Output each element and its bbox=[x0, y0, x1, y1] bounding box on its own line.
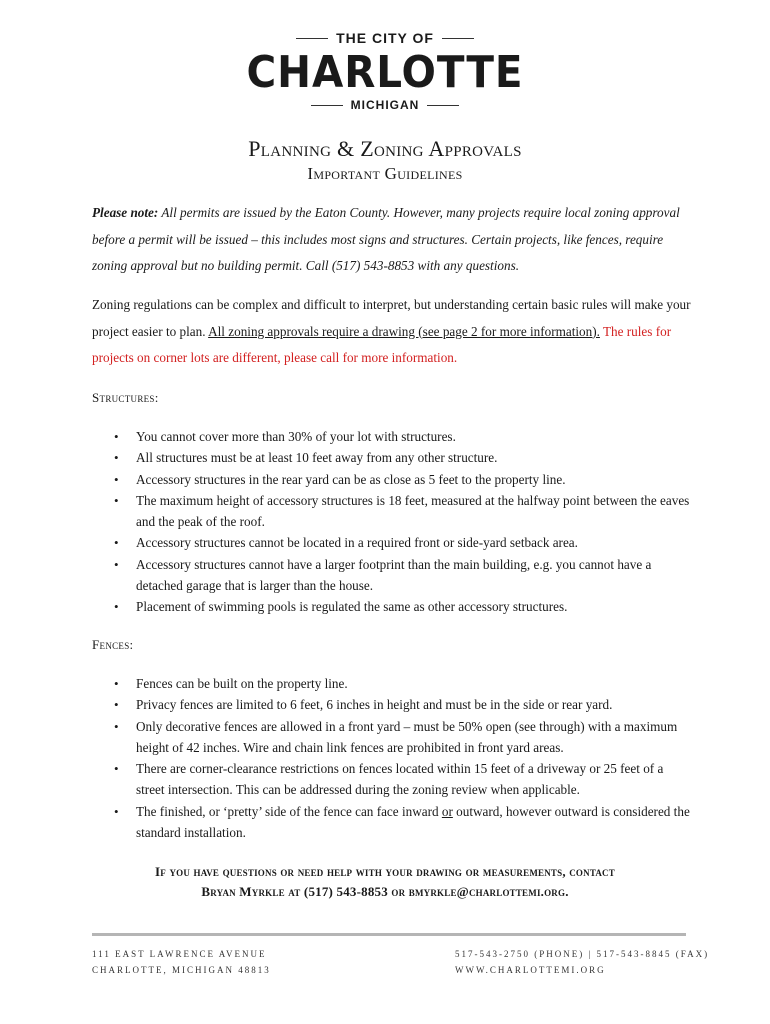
footer-address bbox=[92, 946, 271, 978]
intro-paragraph bbox=[92, 292, 692, 372]
footer-phone-fax: 517-543-2750 (PHONE) | 517-543-8845 (FAX) bbox=[455, 949, 710, 959]
structures-heading: Structures: bbox=[92, 390, 159, 405]
list-item: • The maximum height of accessory structures is 18 feet, measured at the halfway point between the eaves and the peak of the roof. bbox=[92, 490, 692, 533]
list-item: • All structures must be at least 10 feet away from any other structure. bbox=[92, 447, 692, 468]
list-item: • There are corner-clearance restrictions on fences located within 15 feet of a driveway or 25 feet of a street intersection. This can be addressed during the zoning review when applicable. bbox=[92, 758, 692, 801]
list-item: • Privacy fences are limited to 6 feet, 6 inches in height and must be in the side or rear yard. bbox=[92, 694, 692, 715]
list-item: • Accessory structures cannot be located in a required front or side-yard setback area. bbox=[92, 532, 692, 553]
contact-info bbox=[0, 862, 770, 902]
footer-website: WWW.CHARLOTTEMI.ORG bbox=[455, 965, 606, 975]
note-text: All permits are issued by the Eaton County. However, many projects require local zoning approval before a permit will be issued – this includes most signs and structures. Certain projects, like fences, require zoning approval but no building permit. Call (517) 543-8853 with any questions. bbox=[92, 205, 680, 273]
fences-list bbox=[92, 673, 692, 843]
list-item-text: The finished, or ‘pretty’ side of the fence can face inward bbox=[136, 803, 442, 819]
contact-line-1: If you have questions or need help with your drawing or measurements, contact bbox=[155, 864, 615, 879]
logo-top-text: THE CITY OF bbox=[336, 30, 434, 46]
important-note bbox=[92, 200, 692, 280]
corner-lot-warning: The rules for projects on corner lots are different, please call for more information. bbox=[92, 323, 672, 365]
structures-list bbox=[92, 426, 692, 618]
logo-bottom-text: MICHIGAN bbox=[350, 98, 420, 112]
list-item: • Placement of swimming pools is regulated the same as other accessory structures. bbox=[92, 596, 692, 617]
logo-rule-left-bottom bbox=[311, 105, 343, 106]
city-logo bbox=[0, 28, 770, 114]
footer-divider bbox=[92, 933, 686, 936]
contact-line-2: Bryan Myrkle at (517) 543-8853 or bmyrkle@charlottemi.org. bbox=[201, 884, 569, 899]
list-item: • Only decorative fences are allowed in a front yard – must be 50% open (see through) with a maximum height of 42 inches. Wire and chain link fences are prohibited in front yard areas. bbox=[92, 716, 692, 759]
logo-rule-right bbox=[442, 38, 474, 39]
document-title: Planning & Zoning Approvals bbox=[248, 136, 522, 161]
intro-text: Zoning regulations can be complex and difficult to interpret, but understanding certain basic rules will make your project easier to plan. bbox=[92, 297, 691, 339]
drawing-requirement: All zoning approvals require a drawing (see page 2 for more information). bbox=[208, 323, 600, 339]
fences-heading: Fences: bbox=[92, 637, 134, 652]
logo-rule-right-bottom bbox=[427, 105, 459, 106]
footer-contact bbox=[455, 946, 709, 978]
list-item: • Accessory structures in the rear yard can be as close as 5 feet to the property line. bbox=[92, 469, 692, 490]
list-item-text: outward, however outward is considered the standard installation. bbox=[136, 803, 690, 841]
logo-main-text: CHARLOTTE bbox=[246, 47, 524, 98]
logo-bottom-line bbox=[0, 96, 770, 114]
footer-address-line-1: 111 EAST LAWRENCE AVENUE bbox=[92, 949, 267, 959]
list-item: • Accessory structures cannot have a larger footprint than the main building, e.g. you cannot have a detached garage that is larger than the house. bbox=[92, 554, 692, 597]
logo-rule-left bbox=[296, 38, 328, 39]
list-item: • Fences can be built on the property line. bbox=[92, 673, 692, 694]
document-subtitle: Important Guidelines bbox=[307, 164, 463, 183]
note-label: Please note: bbox=[92, 205, 159, 220]
list-item-emphasis: or bbox=[441, 803, 453, 819]
list-item bbox=[92, 801, 692, 844]
footer-address-line-2: CHARLOTTE, MICHIGAN 48813 bbox=[92, 965, 271, 975]
logo-top-line bbox=[0, 28, 770, 48]
list-item: • You cannot cover more than 30% of your lot with structures. bbox=[92, 426, 692, 447]
